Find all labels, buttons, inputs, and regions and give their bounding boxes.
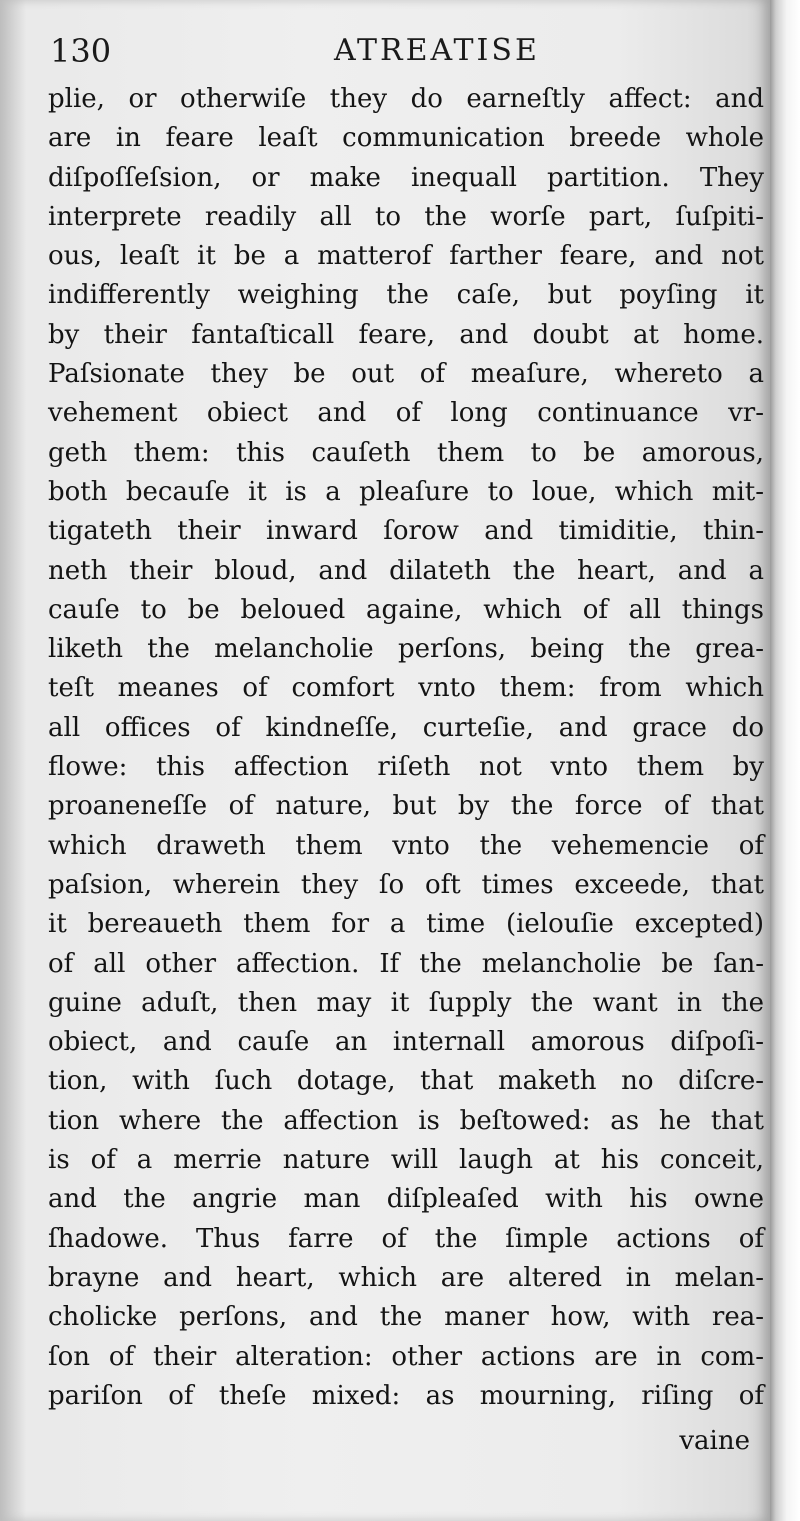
text-line: which draweth them vnto the vehemencie of xyxy=(48,830,764,861)
text-line: flowe: this affection riſeth not vnto them by xyxy=(48,752,764,783)
text-line: ſon of their alteration: other actions are in com- xyxy=(48,1341,764,1372)
text-line: liketh the melancholie perſons, being the grea- xyxy=(48,634,764,665)
catchword: vaine xyxy=(679,1426,750,1456)
text-line: teſt meanes of comfort vnto them: from which xyxy=(48,673,764,704)
text-line: plie, or otherwiſe they do earneſtly affect: and xyxy=(48,84,764,114)
text-line: obiect, and cauſe an internall amorous diſpoſi- xyxy=(48,1027,764,1058)
text-line: guine aduſt, then may it ſupply the want in the xyxy=(48,987,764,1018)
text-line: tigateth their inward ſorow and timiditie, thin- xyxy=(48,516,764,547)
page-number: 130 xyxy=(50,32,112,70)
text-line: tion, with ſuch dotage, that maketh no diſcre- xyxy=(48,1066,764,1097)
text-line: neth their bloud, and dilateth the heart, and a xyxy=(48,555,764,586)
running-head: ATREATISE xyxy=(334,33,540,68)
spine-shadow xyxy=(0,0,26,1521)
text-line: proaneneſſe of nature, but by the force of that xyxy=(48,791,764,822)
text-line: diſpoſſeſsion, or make inequall partition. They xyxy=(48,162,764,193)
text-line: of all other affection. If the melancholie be ſan- xyxy=(48,948,764,979)
text-line: are in feare leaſt communication breede whole xyxy=(48,123,764,154)
text-line: indifferently weighing the caſe, but poyſing it xyxy=(48,280,764,311)
text-line: it bereaueth them for a time (ielouſie excepted) xyxy=(48,909,764,940)
text-line: all offices of kindneſſe, curteſie, and grace do xyxy=(48,712,764,743)
text-line: interprete readily all to the worſe part, ſuſpiti- xyxy=(48,201,764,232)
text-line: geth them: this cauſeth them to be amorous, xyxy=(48,437,764,468)
text-line: ſhadowe. Thus farre of the ſimple actions of xyxy=(48,1223,764,1254)
text-line: Paſsionate they be out of meaſure, whereto a xyxy=(48,359,764,390)
text-line: by their fantaſticall feare, and doubt at home. xyxy=(48,319,764,350)
text-line: vehement obiect and of long continuance vr- xyxy=(48,398,764,429)
text-line: ous, leaſt it be a matterof farther feare, and not xyxy=(48,241,764,272)
text-line: pariſon of theſe mixed: as mourning, riſing of xyxy=(48,1380,764,1411)
text-line: tion where the affection is beſtowed: as he that xyxy=(48,1105,764,1136)
body-text xyxy=(48,80,764,1416)
text-line: paſsion, wherein they ſo oft times exceede, that xyxy=(48,869,764,900)
page-edge xyxy=(770,0,800,1521)
text-line: brayne and heart, which are altered in melan- xyxy=(48,1262,764,1293)
text-line: cholicke perſons, and the maner how, with rea- xyxy=(48,1302,764,1333)
text-line: is of a merrie nature will laugh at his conceit, xyxy=(48,1145,764,1176)
text-line: both becauſe it is a pleaſure to loue, which mit- xyxy=(48,476,764,507)
text-line: and the angrie man diſpleaſed with his owne xyxy=(48,1184,764,1215)
text-line: cauſe to be beloued againe, which of all things xyxy=(48,594,764,625)
page-header xyxy=(50,28,750,74)
